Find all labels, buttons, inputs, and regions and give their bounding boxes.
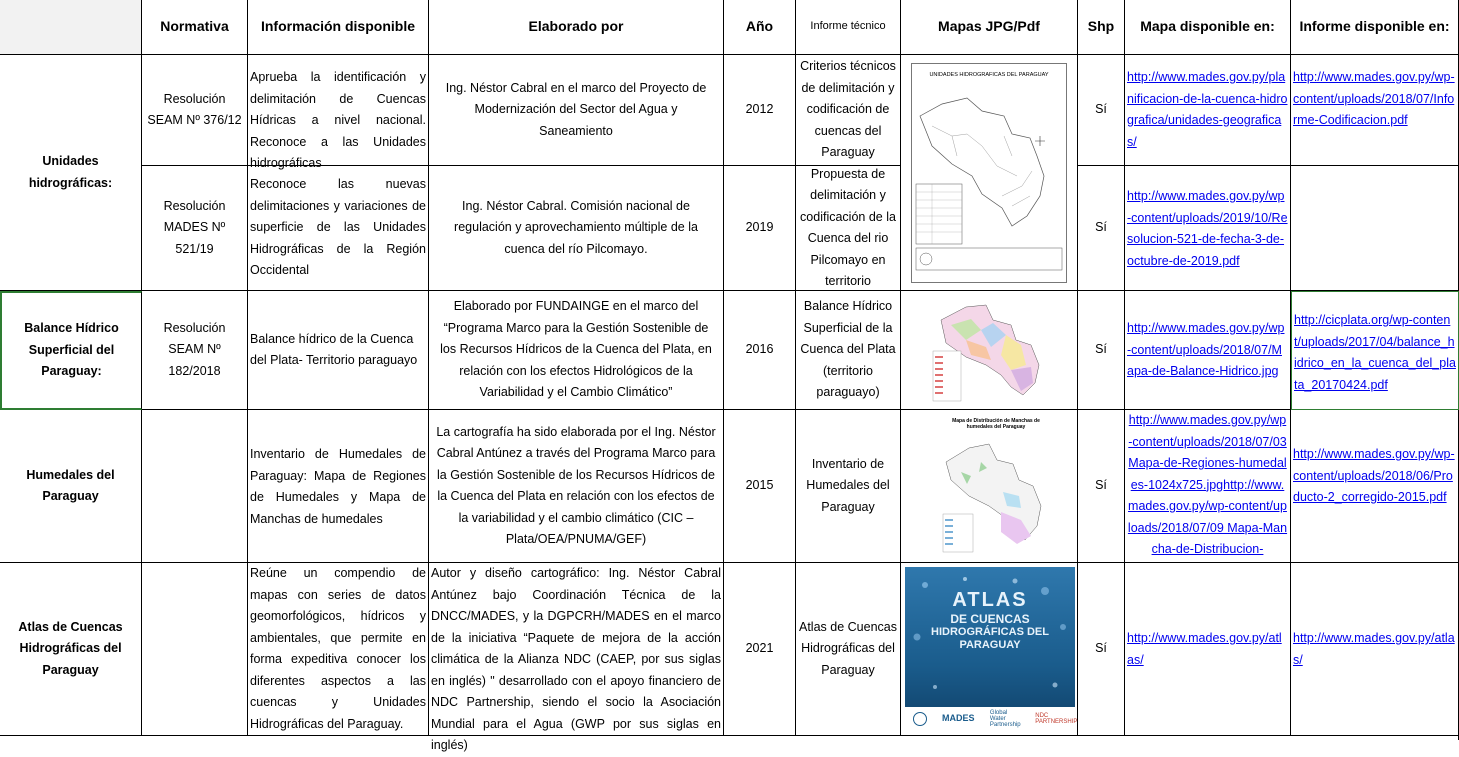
row4-normativa[interactable]	[142, 410, 248, 563]
row1-normativa[interactable]: Resolución SEAM Nº 376/12	[142, 55, 248, 166]
header-informe-tecnico[interactable]: Informe técnico	[796, 0, 901, 55]
row3-shp[interactable]: Sí	[1078, 291, 1125, 410]
row3-informacion[interactable]: Balance hídrico de la Cuenca del Plata- Territorio paraguayo	[248, 291, 429, 410]
humedales-map-thumbnail[interactable]	[941, 418, 1051, 556]
row3-anio[interactable]: 2016	[724, 291, 796, 410]
atlas-cover-thumbnail[interactable]	[905, 567, 1078, 731]
row4-informe-tecnico[interactable]: Inventario de Humedales del Paraguay	[796, 410, 901, 563]
row3-informe-tecnico[interactable]: Balance Hídrico Superficial de la Cuenca del Plata (territorio paraguayo)	[796, 291, 901, 410]
row1-mapa-link[interactable]: http://www.mades.gov.py/planificacion-de-la-cuenca-hidrografica/unidades-geograficas/	[1125, 55, 1291, 166]
row2-informacion[interactable]: Reconoce las nuevas delimitaciones y variaciones de superficie de las Unidades Hidrográficas de la Región Occidental	[248, 166, 429, 291]
atlas-title-4: PARAGUAY	[959, 639, 1021, 651]
header-normativa[interactable]: Normativa	[142, 0, 248, 55]
row3-informe-link[interactable]: http://cicplata.org/wp-content/uploads/2017/04/balance_hidrico_en_la_cuenca_del_plata_20170424.pdf	[1291, 291, 1459, 410]
row1-anio[interactable]: 2012	[724, 55, 796, 166]
row5-anio[interactable]: 2021	[724, 563, 796, 736]
humedales-map-title: Mapa de Distribución de Manchas de humedales del Paraguay	[952, 418, 1040, 430]
row1-informe-tecnico[interactable]: Criterios técnicos de delimitación y codificación de cuencas del Paraguay	[796, 55, 901, 166]
seal-icon	[913, 712, 927, 726]
balance-map-icon	[931, 295, 1051, 405]
unidades-map-thumbnail[interactable]	[911, 63, 1067, 283]
row2-normativa[interactable]: Resolución MADES Nº 521/19	[142, 166, 248, 291]
header-shp[interactable]: Shp	[1078, 0, 1125, 55]
row4-informe-link[interactable]: http://www.mades.gov.py/wp-content/uploads/2018/06/Producto-2_corregido-2015.pdf	[1291, 410, 1459, 563]
atlas-title-2: DE CUENCAS	[950, 612, 1030, 626]
row1-informacion[interactable]: Aprueba la identificación y delimitación de Cuencas Hídricas a nivel nacional. Reconoce a las Unidades hidrográficas	[248, 55, 429, 166]
row5-informe-tecnico[interactable]: Atlas de Cuencas Hidrográficas del Paraguay	[796, 563, 901, 736]
atlas-logo-ndc: NDC PARTNERSHIP	[1035, 713, 1078, 725]
category-humedales[interactable]: Humedales del Paraguay	[0, 410, 142, 563]
row2-informe-tecnico[interactable]: Propuesta de delimitación y codificación de la Cuenca del rio Pilcomayo en territorio	[796, 166, 901, 291]
header-informacion[interactable]: Información disponible	[248, 0, 429, 55]
row5-mapa-link[interactable]: http://www.mades.gov.py/atlas/	[1125, 563, 1291, 736]
row5-elaborado[interactable]: Autor y diseño cartográfico: Ing. Néstor Cabral Antúnez bajo Coordinación Técnica de la DNCC/MADES, y la DGPCRH/MADES en el marco de la iniciativa “Paquete de mejora de la acción climática de la Alianza NDC (CAEP, por sus siglas en inglés) " desarrollado con el apoyo financiero de NDC Partnership, siendo el socio la Asociación Mundial para el Agua (GWP por sus siglas en inglés)	[429, 563, 724, 736]
row3-elaborado[interactable]: Elaborado por FUNDAINGE en el marco del “Programa Marco para la Gestión Sostenible de los Recursos Hídricos de la Cuenca del Plata, en relación con los efectos Hidrológicos de la Variabilidad y el Cambio Climático”	[429, 291, 724, 410]
row5-map-cell[interactable]	[901, 563, 1078, 736]
row5-shp[interactable]: Sí	[1078, 563, 1125, 736]
row2-mapa-link[interactable]: http://www.mades.gov.py/wp-content/uploads/2019/10/Resolucion-521-de-fecha-3-de-octubre-de-2019.pdf	[1125, 166, 1291, 291]
paraguay-outline-icon	[912, 76, 1066, 276]
category-unidades[interactable]: Unidades hidrográficas:	[0, 55, 142, 291]
row5-informacion[interactable]: Reúne un compendio de mapas con series de datos geomorfológicos, hídricos y ambientales, que permite en forma expeditiva conocer los diferentes aspectos a las cuencas y Unidades Hidrográficas del Paraguay.	[248, 563, 429, 736]
atlas-title-1: ATLAS	[952, 589, 1028, 611]
row4-anio[interactable]: 2015	[724, 410, 796, 563]
atlas-logo-gwp: Global Water Partnership	[989, 710, 1021, 728]
row4-shp[interactable]: Sí	[1078, 410, 1125, 563]
row4-elaborado[interactable]: La cartografía ha sido elaborada por el Ing. Néstor Cabral Antúnez a través del Programa Marco para la Gestión Sostenible de los Recursos Hídricos de la Cuenca del Plata en relación con los efectos de la variabilidad y el cambio climático (CIC – Plata/OEA/PNUMA/GEF)	[429, 410, 724, 563]
unidades-map-title: UNIDADES HIDROGRAFICAS DEL PARAGUAY	[929, 72, 1049, 78]
header-mapas[interactable]: Mapas JPG/Pdf	[901, 0, 1078, 55]
row1-map-cell[interactable]	[901, 55, 1078, 291]
row1-shp[interactable]: Sí	[1078, 55, 1125, 166]
category-atlas[interactable]: Atlas de Cuencas Hidrográficas del Paraguay	[0, 563, 142, 736]
row4-map-cell[interactable]	[901, 410, 1078, 563]
row1-elaborado[interactable]: Ing. Néstor Cabral en el marco del Proyecto de Modernización del Sector del Agua y Saneamiento	[429, 55, 724, 166]
row2-informe-empty[interactable]	[1291, 166, 1459, 291]
balance-map-thumbnail[interactable]	[931, 295, 1051, 405]
row4-informacion[interactable]: Inventario de Humedales de Paraguay: Mapa de Regiones de Humedales y Mapa de Manchas de humedales	[248, 410, 429, 563]
category-balance[interactable]: Balance Hídrico Superficial del Paraguay:	[0, 291, 142, 410]
row3-mapa-link[interactable]: http://www.mades.gov.py/wp-content/uploads/2018/07/Mapa-de-Balance-Hidrico.jpg	[1125, 291, 1291, 410]
row3-normativa[interactable]: Resolución SEAM Nº 182/2018	[142, 291, 248, 410]
next-row-strip	[0, 736, 1459, 740]
atlas-logo-mades: MADES	[942, 713, 975, 724]
humedales-map-icon	[941, 432, 1051, 556]
atlas-logo-bar	[905, 707, 1078, 731]
header-informe-disponible[interactable]: Informe disponible en:	[1291, 0, 1459, 55]
row4-mapa-link[interactable]: http://www.mades.gov.py/wp-content/uploads/2018/07/03 Mapa-de-Regiones-humedales-1024x725.jpghttp://www.mades.gov.py/wp-content/uploads/2018/07/09 Mapa-Mancha-de-Distribucion-	[1125, 410, 1291, 563]
row5-informe-link[interactable]: http://www.mades.gov.py/atlas/	[1291, 563, 1459, 736]
row1-informe-link[interactable]: http://www.mades.gov.py/wp-content/uploads/2018/07/Informe-Codificacion.pdf	[1291, 55, 1459, 166]
header-anio[interactable]: Año	[724, 0, 796, 55]
row2-elaborado[interactable]: Ing. Néstor Cabral. Comisión nacional de regulación y aprovechamiento múltiple de la cuenca del río Pilcomayo.	[429, 166, 724, 291]
row2-anio[interactable]: 2019	[724, 166, 796, 291]
row3-map-cell[interactable]	[901, 291, 1078, 410]
corner-cell[interactable]	[0, 0, 142, 55]
row2-shp[interactable]: Sí	[1078, 166, 1125, 291]
header-mapa-disponible[interactable]: Mapa disponible en:	[1125, 0, 1291, 55]
row5-normativa[interactable]	[142, 563, 248, 736]
atlas-title-3: HIDROGRÁFICAS DEL	[931, 626, 1049, 638]
header-elaborado[interactable]: Elaborado por	[429, 0, 724, 55]
